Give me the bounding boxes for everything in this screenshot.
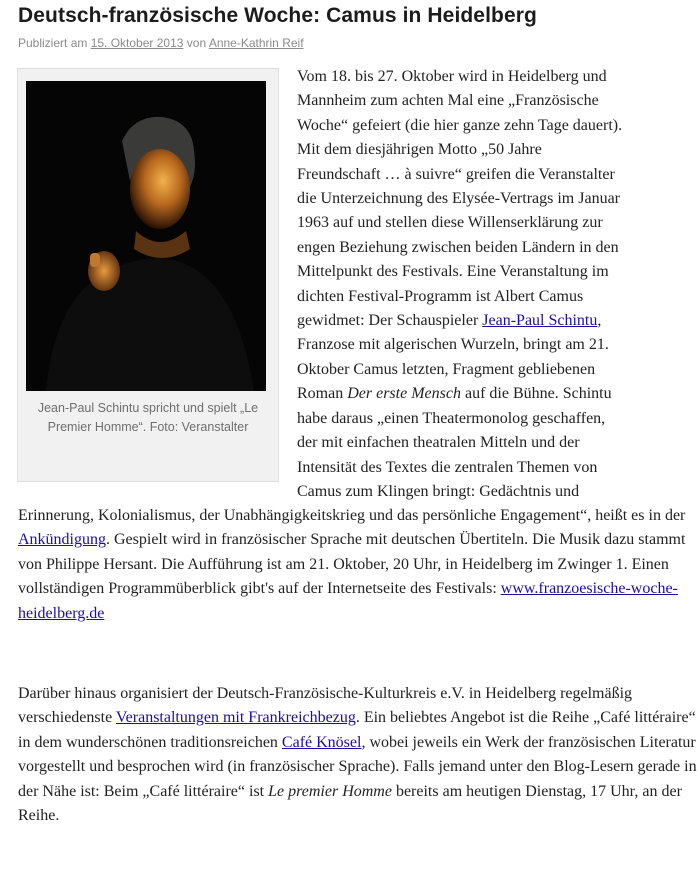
p1-line: habe daraus „einen Theatermonolog geschaffen, (297, 409, 606, 427)
actor-photo[interactable] (26, 81, 266, 391)
p1-line: Oktober Camus letzten, Fragment gebliebenen (297, 360, 596, 378)
paragraph-intro-continued (18, 504, 698, 626)
p1-line: Intensität des Textes die zentralen Themen von (297, 458, 598, 476)
p2-text: , wobei jeweils ein Werk der französischen Literatur vorgestellt und besprochen wird (in französischer Sprache). Falls jemand unter den Blog-Lesern gerade in der Nähe ist: Beim „Café littéraire“ ist (18, 733, 697, 800)
p2-text: Darüber hinaus organisiert der Deutsch-Französische-Kulturkreis e.V. in Heidelberg regelmäßig verschiedenste (18, 685, 633, 727)
paragraph-kulturkreis (18, 682, 698, 828)
p1-line: die Unterzeichnung des Elysée-Vertrags im Januar (297, 190, 620, 208)
p1-line: Mittelpunkt des Festivals. Eine Veranstaltung im (297, 263, 609, 281)
p1-line: Franzose mit algerischen Wurzeln, bringt am 21. (297, 336, 609, 354)
author-link[interactable]: Anne-Kathrin Reif (208, 36, 304, 50)
schintu-link[interactable]: Jean-Paul Schintu (482, 312, 598, 330)
p2-text: . Ein beliebtes Angebot ist die Reihe „Café littéraire“ in dem wunderschönen traditionsreichen (18, 709, 696, 751)
p1-line: Camus zum Klingen bringt: Gedächtnis und (297, 482, 580, 500)
p1-line: Freundschaft … à suivre“ greifen die Veranstalter (297, 165, 615, 183)
p1-line: Mannheim zum achten Mal eine „Französische (297, 92, 599, 110)
p1b-text: Erinnerung, Kolonialismus, der Unabhängigkeitskrieg und das persönliche Engagement“, heißt es in der (18, 507, 686, 524)
p1-line: engen Beziehung zwischen beiden Ländern in den (297, 238, 619, 256)
post-meta (18, 36, 304, 50)
veranstaltungen-link[interactable]: Veranstaltungen mit Frankreichbezug (115, 709, 356, 727)
image-caption: Jean-Paul Schintu spricht und spielt „Le Premier Homme“. Foto: Veranstalter (37, 401, 259, 434)
p1b-text: . Gespielt wird in französischer Sprache mit deutschen Übertiteln. Die Musik dazu stammt von Philippe Hersant. Die Aufführung ist am 21. Oktober, 20 Uhr, in Heidelberg im Zwinger 1. Einen vollständigen Programmüberblick gibt's auf der Internetseite des Festivals: (18, 531, 686, 598)
p1-line: gewidmet: Der Schauspieler (297, 312, 483, 330)
actor-photo-graphic (26, 81, 266, 391)
p1-line: dichten Festival-Programm ist Albert Camus (297, 287, 584, 305)
p1-line: Woche“ gefeiert (die hier ganze zehn Tage dauert). (297, 116, 623, 134)
image-figure (17, 68, 279, 482)
paragraph-intro (297, 65, 695, 504)
p1-line: der mit einfachen theatralen Mitteln und der (297, 434, 580, 452)
book-title: Der erste Mensch (347, 385, 461, 403)
p1-line: Mit dem diesjährigen Motto „50 Jahre (297, 141, 542, 159)
post-date-link[interactable]: 15. Oktober 2013 (90, 36, 184, 50)
meta-by: von (186, 36, 207, 50)
p1-line: 1963 auf und stellen diese Willenserklärung zur (297, 214, 603, 232)
book-title: Le premier Homme (268, 782, 392, 800)
p1-line: Vom 18. bis 27. Oktober wird in Heidelberg und (297, 68, 607, 85)
p1-punct: , (597, 312, 602, 330)
cafe-knoesel-link[interactable]: Café Knösel (281, 733, 362, 751)
p1-line: Roman (297, 385, 348, 403)
meta-prefix: Publiziert am (18, 36, 88, 50)
post-title[interactable]: Deutsch-französische Woche: Camus in Heidelberg (18, 4, 537, 27)
ankuendigung-link[interactable]: Ankündigung (18, 531, 106, 549)
festival-website-link[interactable]: www.franzoesische-woche-heidelberg.de (18, 580, 678, 622)
p2-text: bereits am heutigen Dienstag, 17 Uhr, an der Reihe. (18, 782, 682, 825)
p1-line: auf die Bühne. Schintu (460, 385, 612, 403)
